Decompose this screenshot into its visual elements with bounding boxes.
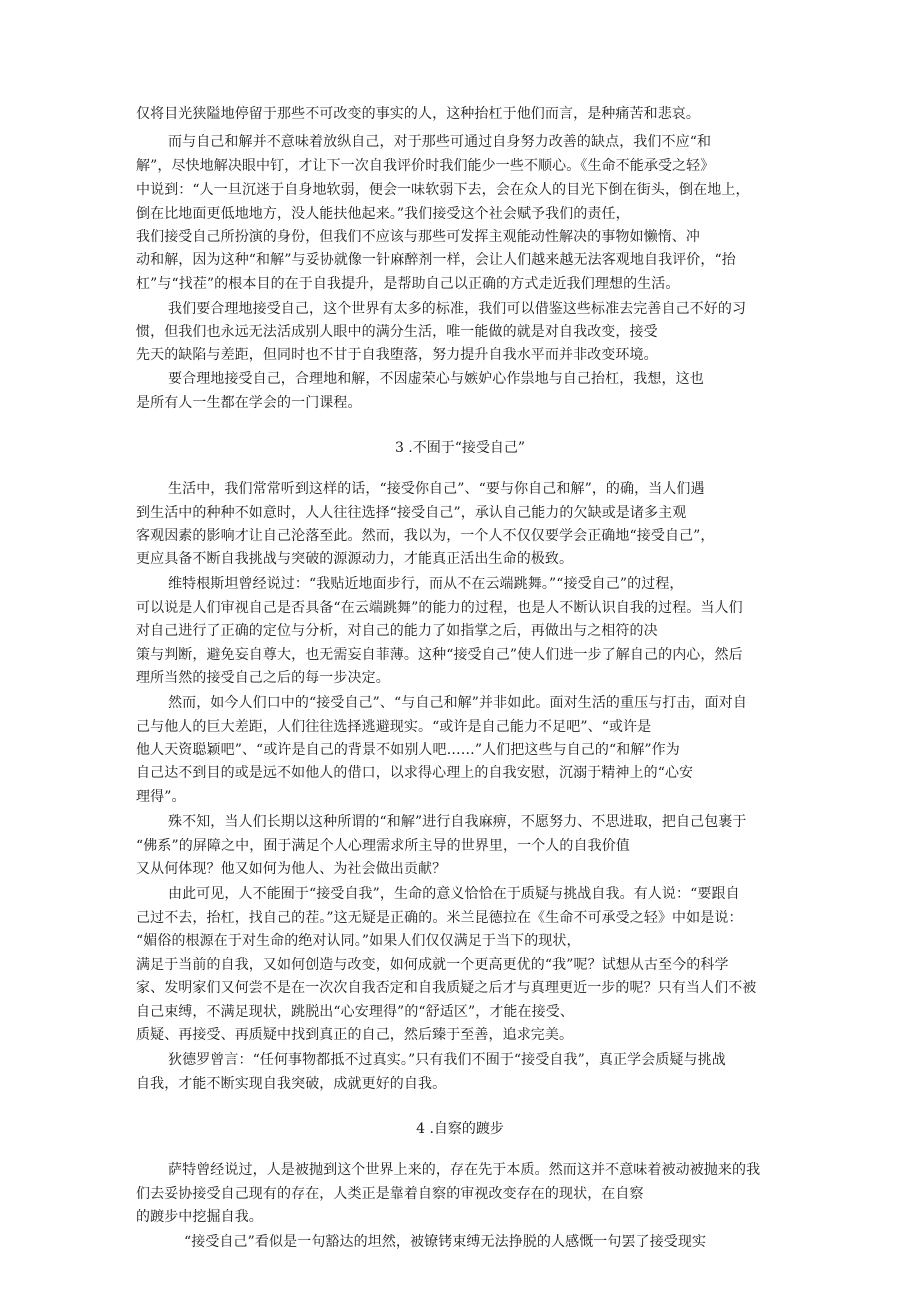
text-line: 杠”与“找茬”的根本目的在于自我提升，是帮助自己以正确的方式走近我们理想的生活。: [136, 276, 680, 292]
text-line: 己过不去，抬杠，找自己的茬。”这无疑是正确的。米兰昆德拉在《生命不可承受之轻》中如是说：: [136, 910, 743, 926]
text-line: 仅将目光狭隘地停留于那些不可改变的事实的人，这种抬杠于他们而言，是种痛苦和悲哀。: [136, 106, 700, 122]
text-line: 惯，但我们也永远无法活成别人眼中的满分生活，唯一能做的就是对自我改变，接受: [136, 324, 658, 340]
paragraph-start: 维特根斯坦曾经说过：“我贴近地面步行，而从不在云端跳舞。”“接受自己”的过程，: [168, 576, 684, 592]
paragraph-start: 狄德罗曾言：“任何事物都抵不过真实。”只有我们不囿于“接受自我”，真正学会质疑与挑战: [168, 1052, 726, 1068]
text-line: 中说到：“人一旦沉迷于自身地软弱，便会一味软弱下去，会在众人的目光下倒在街头，倒在地上，: [136, 182, 750, 198]
text-line: 的踱步中挖掘自我。: [136, 1209, 263, 1225]
text-line: 到生活中的种种不如意时，人人往往选择“接受自己”，承认自己能力的欠缺或是诸多主观: [136, 505, 687, 521]
text-line: 理所当然的接受自己之后的每一步决定。: [136, 670, 390, 686]
paragraph-start: 然而，如今人们口中的“接受自己”、“与自己和解”并非如此。面对生活的重压与打击，面对自: [168, 695, 747, 711]
paragraph-start: 萨特曾经说过，人是被抛到这个世界上来的，存在先于本质。然而这并不意味着被动被抛来的我: [168, 1162, 761, 1178]
paragraph-start: 生活中，我们常常听到这样的话，“接受你自己”、“要与你自己和解”，的确，当人们遇: [168, 481, 705, 497]
text-line: 自己达不到目的或是远不如他人的借口，以求得心理上的自我安慰，沉溺于精神上的“心安: [136, 765, 694, 781]
text-line: 理得”。: [136, 789, 186, 805]
text-line: 自我，才能不断实现自我突破，成就更好的自我。: [136, 1076, 447, 1092]
text-line: 客观因素的影响才让自己沦落至此。然而，我以为，一个人不仅仅要学会正确地“接受自己”，: [136, 528, 715, 544]
paragraph-start: “接受自己”看似是一句豁达的坦然，被镣铐束缚无法挣脱的人感慨一句罢了接受现实: [184, 1234, 707, 1250]
text-line: 解”，尽快地解决眼中钉，才让下一次自我评价时我们能少一些不顺心。《生命不能承受之轻》: [136, 158, 715, 174]
text-line: 我们接受自己所扮演的身份，但我们不应该与那些可发挥主观能动性解决的事物如懒惰、冲: [136, 229, 700, 245]
text-line: 对自己进行了正确的定位与分析，对自己的能力了如指掌之后，再做出与之相符的决: [136, 623, 658, 639]
text-line: 策与判断，避免妄自尊大，也无需妄自菲薄。这种“接受自己”使人们进一步了解自己的内心，然后: [136, 647, 743, 663]
text-line: 们去妥协接受自己现有的存在，人类正是靠着自察的审视改变存在的现状，在自察: [136, 1186, 644, 1202]
text-line: 自己束缚，不满足现状，跳脱出“心安理得”的“舒适区”，才能在接受、: [136, 1004, 574, 1020]
text-line: 家、发明家们又何尝不是在一次次自我否定和自我质疑之后才与真理更近一步的呢？只有当人们不被: [136, 980, 757, 996]
text-line: 是所有人一生都在学会的一门课程。: [136, 395, 362, 411]
text-line: 质疑、再接受、再质疑中找到真正的自己，然后臻于至善，追求完美。: [136, 1027, 574, 1043]
text-line: “媚俗的根源在于对生命的绝对认同。”如果人们仅仅满足于当下的现状，: [136, 933, 581, 949]
text-line: 更应具备不断自我挑战与突破的源源动力，才能真正活出生命的极致。: [136, 551, 574, 567]
paragraph-start: 我们要合理地接受自己，这个世界有太多的标准，我们可以借鉴这些标准去完善自己不好的习: [168, 301, 747, 317]
text-line: “佛系”的屏障之中，囿于满足个人心理需求所主导的世界里，一个人的自我价值: [136, 838, 630, 854]
section-heading: 3 .不囿于“接受自己”: [394, 440, 526, 456]
paragraph-start: 殊不知，当人们长期以这种所谓的“和解”进行自我麻痹，不愿努力、不思进取，把自己包裹于: [168, 814, 747, 830]
text-line: 先天的缺陷与差距，但同时也不甘于自我堕落，努力提升自我水平而并非改变环境。: [136, 347, 658, 363]
text-line: 满足于当前的自我，又如何创造与改变，如何成就一个更高更优的“我”呢？试想从古至今的科学: [136, 957, 729, 973]
text-line: 他人天资聪颖吧”、“或许是自己的背景不如别人吧……”人们把这些与自己的“和解”作为: [136, 742, 680, 758]
text-line: 动和解，因为这种“和解”与妥协就像一针麻醉剂一样，会让人们越来越无法客观地自我评价，“抬: [136, 252, 736, 268]
text-line: 又从何体现？他又如何为他人、为社会做出贡献？: [136, 861, 447, 877]
paragraph-start: 而与自己和解并不意味着放纵自己，对于那些可通过自身努力改善的缺点，我们不应“和: [168, 134, 712, 150]
text-line: 倒在比地面更低地地方，没人能扶他起来。”我们接受这个社会赋予我们的责任，: [136, 206, 630, 222]
text-line: 可以说是人们审视自己是否具备“在云端跳舞”的能力的过程，也是人不断认识自我的过程。当人们: [136, 600, 743, 616]
section-heading: 4 .自察的踱步: [416, 1121, 504, 1137]
paragraph-start: 要合理地接受自己，合理地和解，不因虚荣心与嫉妒心作祟地与自己抬杠，我想，这也: [168, 371, 704, 387]
text-line: 己与他人的巨大差距，人们往往选择逃避现实。“或许是自己能力不足吧”、“或许是: [136, 719, 652, 735]
paragraph-start: 由此可见，人不能囿于“接受自我”，生命的意义恰恰在于质疑与挑战自我。有人说：“要跟自: [168, 886, 740, 902]
